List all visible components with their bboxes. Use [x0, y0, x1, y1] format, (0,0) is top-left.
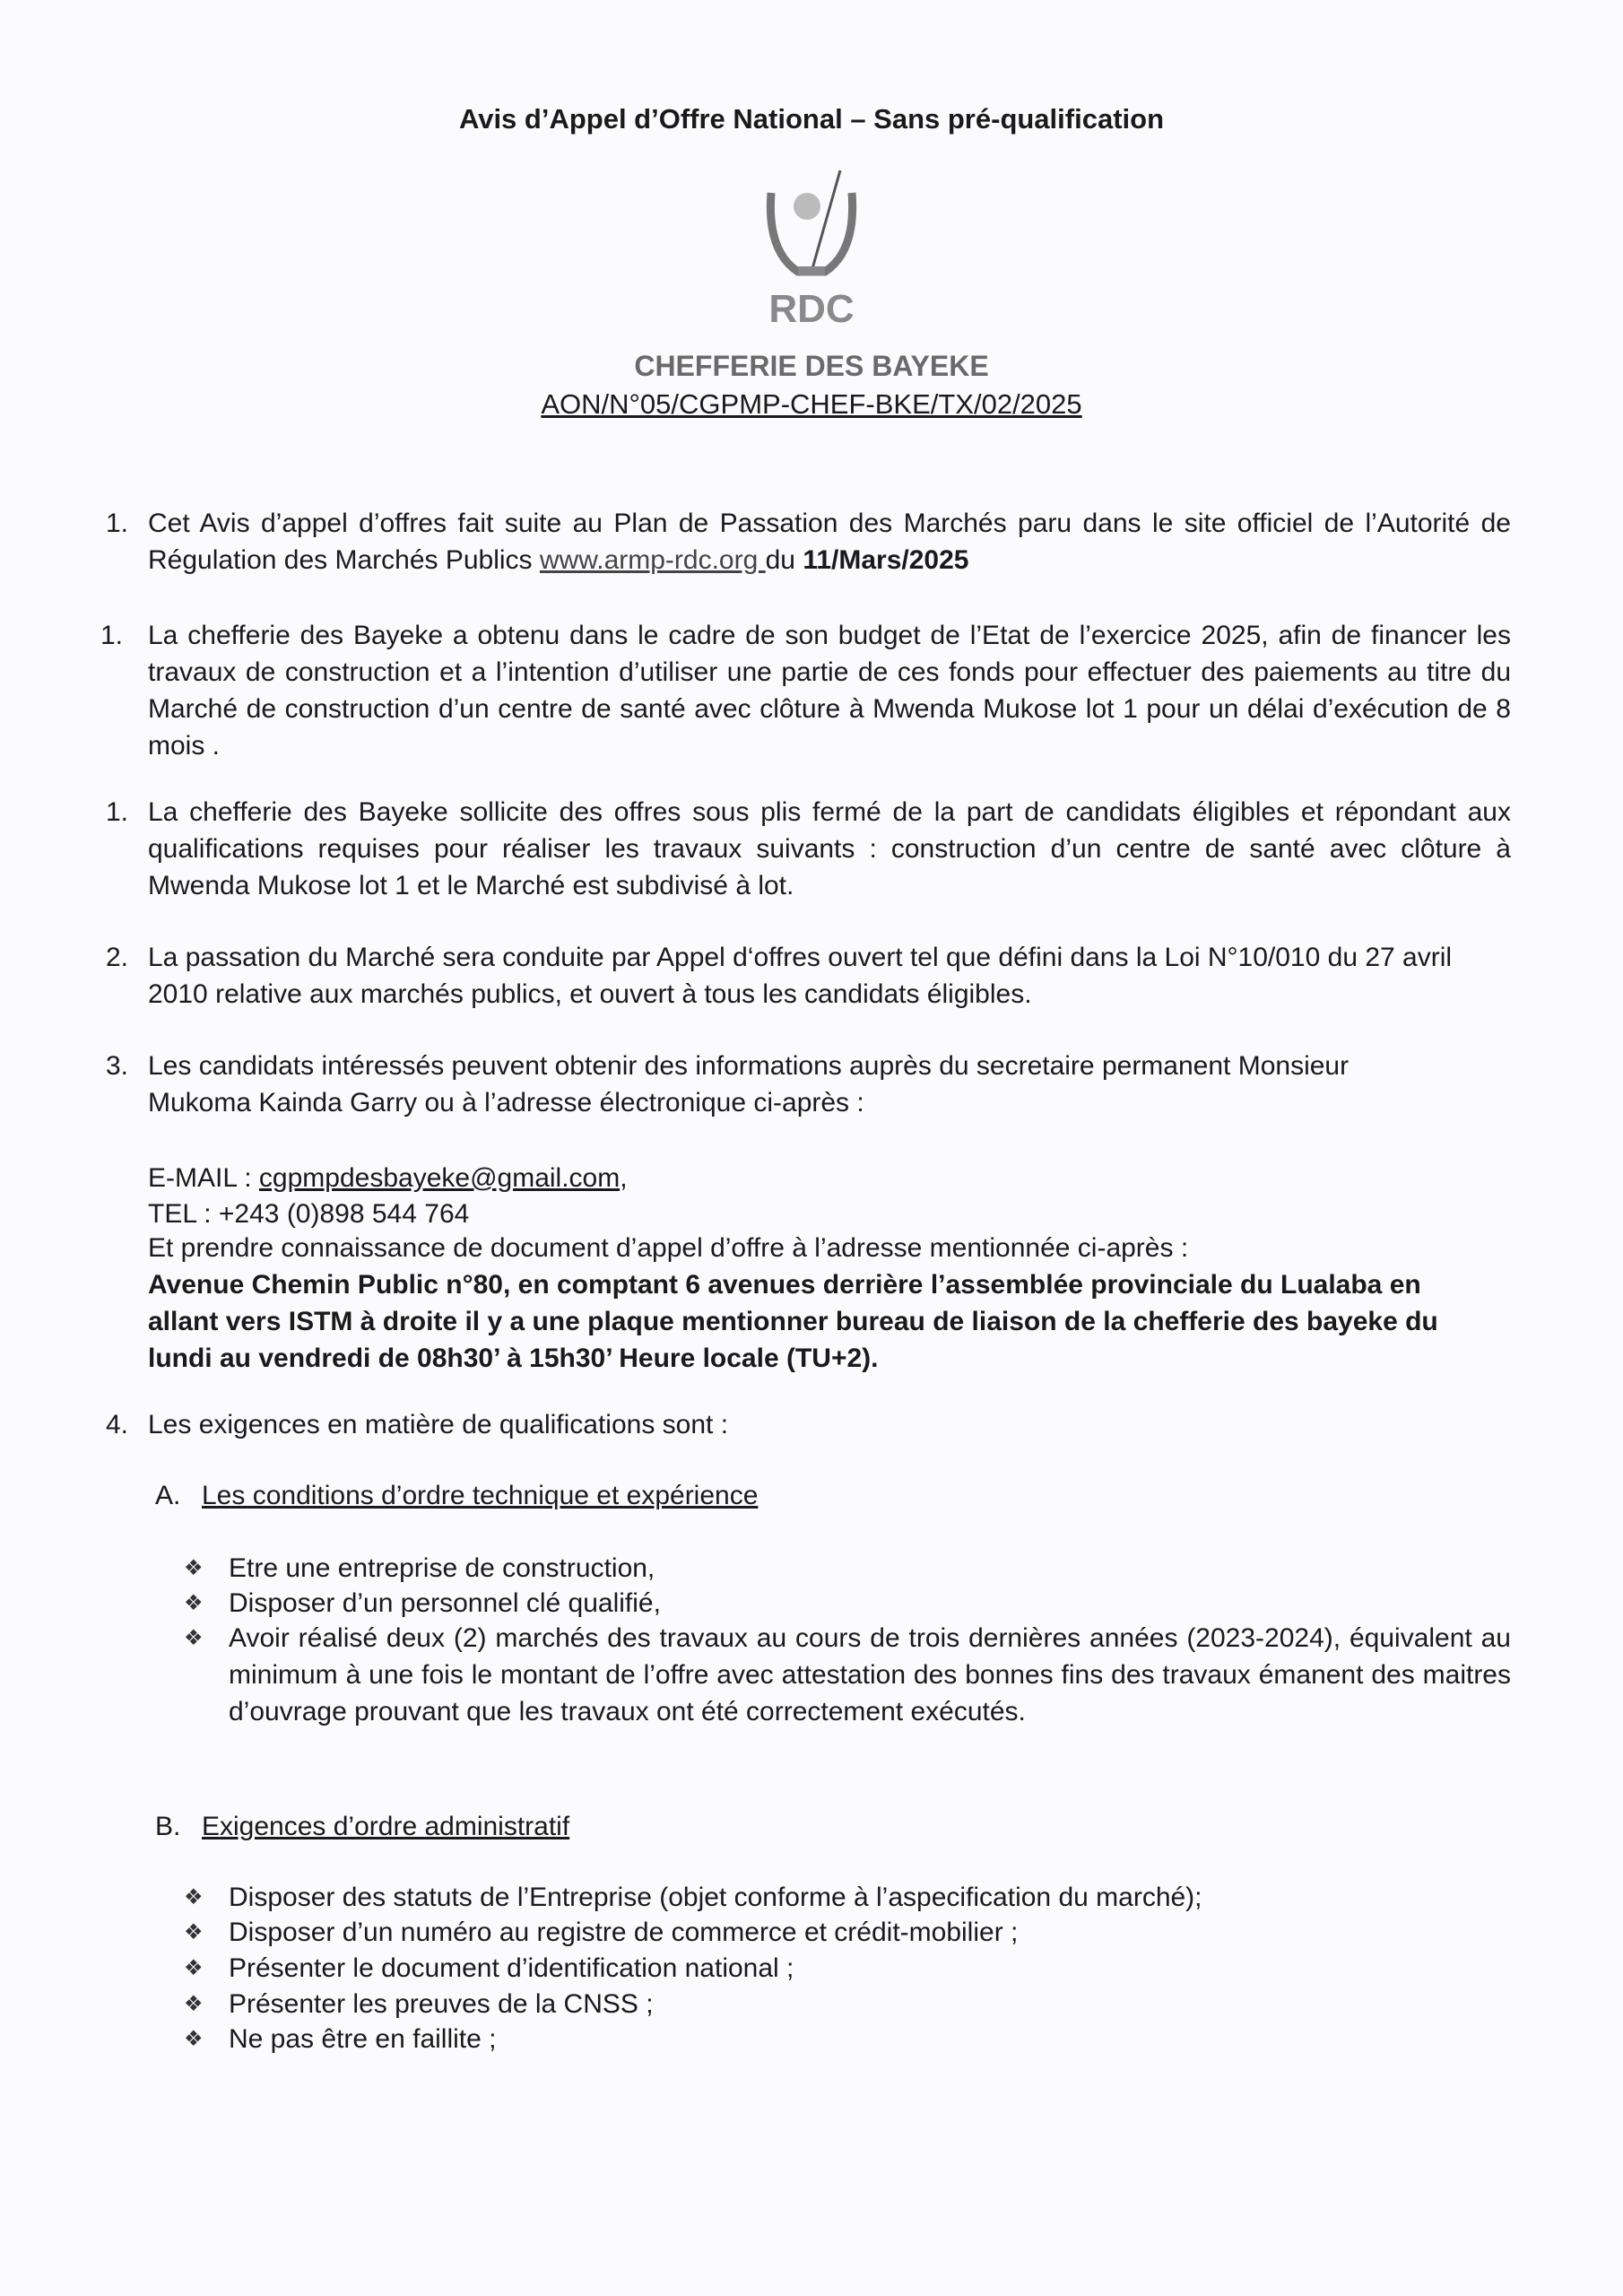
- email-line: [148, 1160, 628, 1196]
- paragraph-number: 1.: [106, 797, 129, 827]
- paragraph-number: 1.: [106, 509, 129, 538]
- section-a-title: Les conditions d’ordre technique et expérience: [202, 1481, 759, 1510]
- paragraph-1: [148, 505, 1511, 578]
- paragraph-number: 2.: [106, 943, 129, 972]
- paragraph-5: Les candidats intéressés peuvent obtenir des informations auprès du secretaire permanent Monsieur Mukoma Kainda Garry ou à l’adresse électronique ci-après :: [148, 1051, 1350, 1118]
- section-b-title: Exigences d’ordre administratif: [202, 1812, 570, 1841]
- section-letter: B.: [155, 1812, 181, 1841]
- paragraph-text: Cet Avis d’appel d’offres fait suite au Plan de Passation des Marchés paru dans le site officiel de l’Autorité de Régulation des Marchés Publics: [148, 509, 1511, 575]
- section-letter: A.: [155, 1481, 181, 1510]
- phone-line: TEL : +243 (0)898 544 764: [148, 1199, 470, 1229]
- publication-date: 11/Mars/2025: [803, 545, 969, 575]
- paragraph-text: du: [765, 545, 803, 575]
- qualifications-intro: Les exigences en matière de qualifications sont :: [148, 1410, 729, 1439]
- email-label: E-MAIL :: [148, 1163, 259, 1193]
- list-item: Disposer d’un personnel clé qualifié,: [229, 1588, 661, 1618]
- office-address: Avenue Chemin Public n°80, en comptant 6 avenues derrière l’assemblée provinciale du Lualaba en allant vers ISTM à droite il y a une plaque mentionner bureau de liaison de la chefferie des bayeke du lundi au vendredi de 08h30’ à 15h30’ Heure locale (TU+2).: [148, 1270, 1438, 1373]
- rdc-logo-text: RDC: [768, 287, 855, 331]
- list-item: Présenter le document d’identification national ;: [229, 1953, 794, 1983]
- paragraph-number: 3.: [106, 1051, 129, 1081]
- diamond-bullet-icon: ❖: [184, 1956, 204, 1980]
- list-item: Disposer d’un numéro au registre de commerce et crédit-mobilier ;: [229, 1918, 1019, 1947]
- paragraph-2: La chefferie des Bayeke a obtenu dans le cadre de son budget de l’Etat de l’exercice 2025, afin de financer les travaux de construction et a l’intention d’utiliser une partie de ces fonds pour effectuer des paiements au titre du Marché de construction d’un centre de santé avec clôture à Mwenda Mukose lot 1 pour un délai d’exécution de 8 mois .: [148, 621, 1511, 761]
- reference-text: AON/N°05/CGPMP-CHEF-BKE/TX/02/2025: [541, 388, 1082, 420]
- list-item: Etre une entreprise de construction,: [229, 1553, 655, 1583]
- organization-name: CHEFFERIE DES BAYEKE: [634, 350, 989, 382]
- list-item: Avoir réalisé deux (2) marchés des travaux au cours de trois dernières années (2023-2024), équivalent au minimum à une fois le montant de l’offre avec attestation des bonnes fins des travaux émanent des maitres d’ouvrage prouvant que les travaux ont été correctement exécutés.: [229, 1623, 1511, 1726]
- coat-of-arms-logo: [758, 166, 865, 291]
- armp-link[interactable]: www.armp-rdc.org: [539, 545, 766, 575]
- diamond-bullet-icon: ❖: [184, 1626, 204, 1650]
- diamond-bullet-icon: ❖: [184, 1992, 204, 2016]
- email-link[interactable]: cgpmpdesbayeke@gmail.com,: [258, 1163, 628, 1193]
- diamond-bullet-icon: ❖: [184, 1556, 204, 1580]
- document-title: Avis d’Appel d’Offre National – Sans pré-qualification: [458, 103, 1165, 135]
- diamond-bullet-icon: ❖: [184, 2027, 204, 2051]
- diamond-bullet-icon: ❖: [184, 1885, 204, 1909]
- paragraph-4: La passation du Marché sera conduite par Appel d‘offres ouvert tel que défini dans la Loi N°10/010 du 27 avril 2010 relative aux marchés publics, et ouvert à tous les candidats éligibles.: [148, 943, 1453, 1009]
- diamond-bullet-icon: ❖: [184, 1591, 204, 1615]
- paragraph-3: La chefferie des Bayeke sollicite des offres sous plis fermé de la part de candidats éligibles et répondant aux qualifications requises pour réaliser les travaux suivants : construction d’un centre de santé avec clôture à Mwenda Mukose lot 1 et le Marché est subdivisé à lot.: [148, 797, 1511, 900]
- list-item: Ne pas être en faillite ;: [229, 2024, 497, 2054]
- list-item: Disposer des statuts de l’Entreprise (objet conforme à l’aspecification du marché);: [229, 1883, 1202, 1912]
- paragraph-number: 4.: [106, 1410, 129, 1439]
- diamond-bullet-icon: ❖: [184, 1920, 204, 1944]
- address-intro: Et prendre connaissance de document d’appel d’offre à l’adresse mentionnée ci-après :: [148, 1233, 1189, 1263]
- paragraph-number: 1.: [100, 621, 124, 650]
- reference-number: [0, 388, 1623, 421]
- list-item: Présenter les preuves de la CNSS ;: [229, 1989, 654, 2019]
